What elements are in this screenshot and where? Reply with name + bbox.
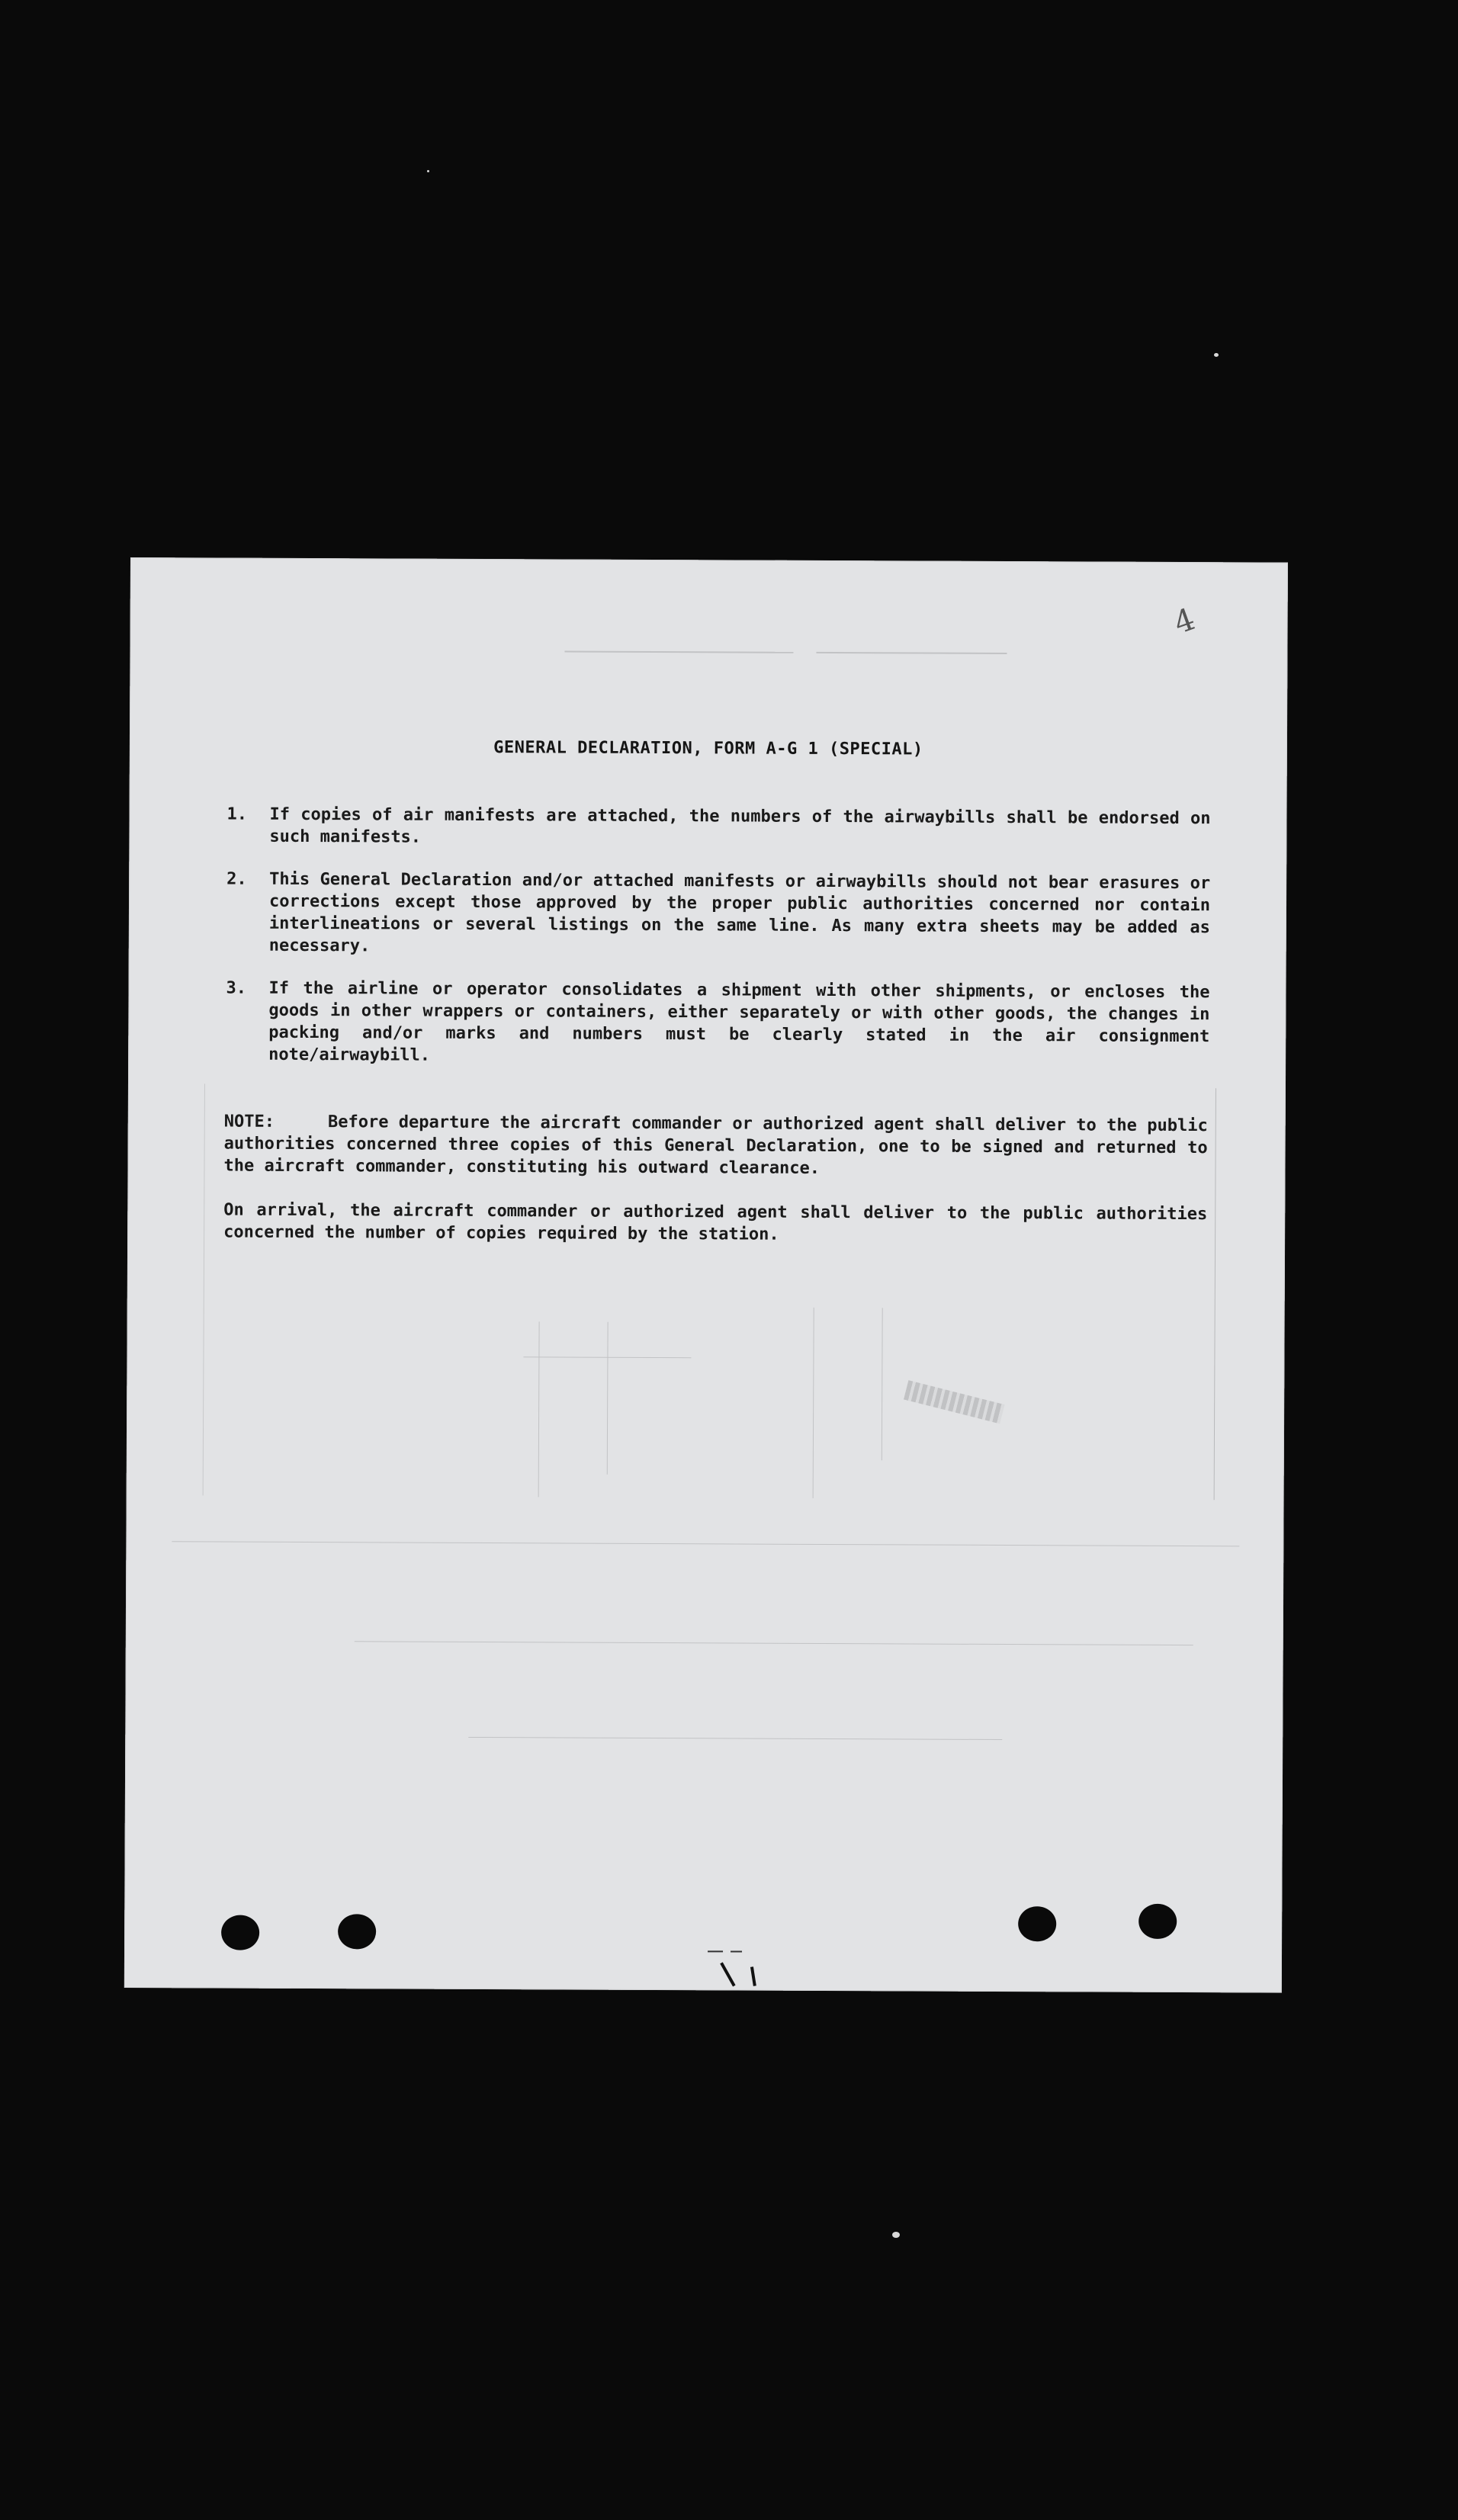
instruction-item	[226, 868, 1210, 961]
punch-hole	[221, 1915, 259, 1950]
bleed-through-line	[355, 1641, 1193, 1645]
instruction-list	[226, 804, 1211, 1091]
instruction-item	[226, 978, 1209, 1071]
arrival-note: On arrival, the aircraft commander or authorized agent shall deliver to the public authorities concerned the number of copies required by the station.	[223, 1200, 1208, 1244]
punch-hole	[1138, 1904, 1177, 1939]
note-section	[223, 1111, 1208, 1270]
dust-speck	[892, 2232, 900, 2238]
dust-speck	[1214, 353, 1219, 357]
note-label: NOTE:	[223, 1112, 275, 1132]
instruction-text: If copies of air manifests are attached, the numbers of the airwaybills shall be endorsed on such manifests.	[269, 804, 1211, 847]
document-page	[124, 557, 1288, 1993]
bleed-through-line	[468, 1737, 1002, 1740]
departure-note-text: Before departure the aircraft commander or authorized agent shall deliver to the public authorities concerned three copies of this General Declaration, one to be signed and returned to the aircraft commander, constituting his outward clearance.	[223, 1112, 1208, 1178]
bottom-edge-marks	[692, 1944, 784, 1990]
instruction-item	[226, 804, 1210, 852]
bleed-through-line	[816, 652, 1007, 654]
dust-speck	[427, 170, 429, 172]
handwritten-page-mark: 4	[1169, 602, 1200, 641]
bleed-through-line	[172, 1541, 1239, 1546]
instruction-text: This General Declaration and/or attached manifests or airwaybills should not bear erasures or corrections except those approved by the proper public authorities concerned nor contain interlineations or several listings on the same line. As many extra sheets may be added as necessary.	[268, 869, 1211, 956]
instruction-number: 1.	[226, 804, 248, 824]
instruction-text: If the airline or operator consolidates a shipment with other shipments, or encloses the goods in other wrappers or containers, either separately or with other goods, the changes in packing and/or marks and numbers must be clearly stated in the air consignment note/airwaybill.	[268, 978, 1210, 1065]
document-title: GENERAL DECLARATION, FORM A-G 1 (SPECIAL)	[493, 738, 923, 759]
punch-hole	[338, 1914, 376, 1949]
punch-hole	[1018, 1906, 1056, 1941]
departure-note	[223, 1111, 1207, 1182]
bleed-through-line	[564, 650, 793, 653]
instruction-number: 2.	[226, 869, 247, 889]
instruction-number: 3.	[226, 978, 247, 998]
